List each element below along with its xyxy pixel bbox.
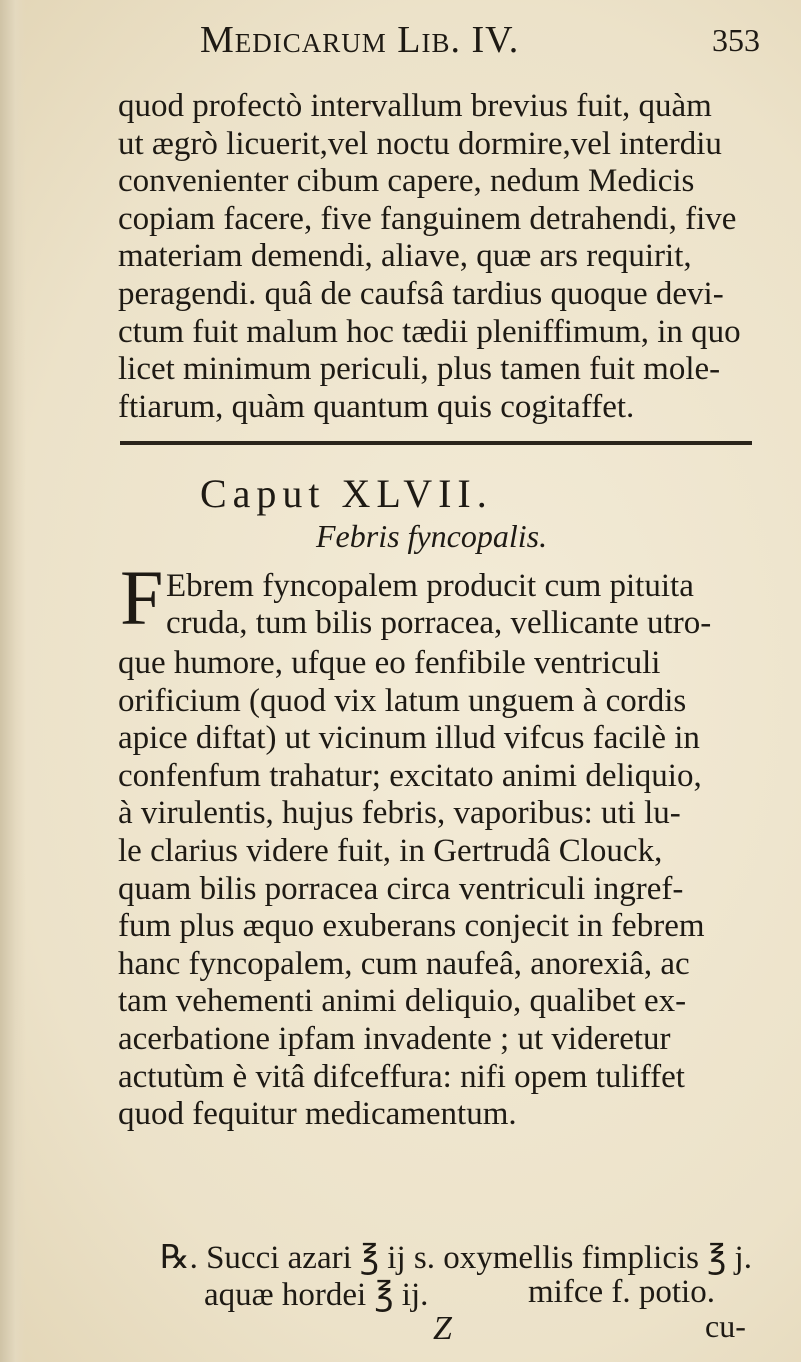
page-header — [200, 18, 760, 70]
second-line-text: cruda, tum bilis porracea, vellicante utro- — [166, 605, 712, 641]
text-line: quod fequitur medicamentum. — [118, 1096, 517, 1133]
text-line: ftiarum, quàm quantum quis cogitaffet. — [118, 388, 635, 425]
chapter-subtitle: Febris fyncopalis. — [316, 518, 548, 554]
text-line: orificium (quod vix latum unguem à cordis — [118, 682, 687, 719]
drop-cap: F — [120, 554, 164, 641]
text-line: ut ægrò licuerit,vel noctu dormire,vel interdiu — [118, 125, 722, 162]
text-line: materiam demendi, aliave, quæ ars requirit, — [118, 238, 692, 275]
page-number: 353 — [712, 22, 760, 58]
text-line: acerbatione ipfam invadente ; ut videretur — [118, 1020, 671, 1057]
top-paragraph — [118, 88, 758, 426]
text-line — [166, 568, 766, 606]
section-divider — [120, 441, 752, 445]
first-line-text: Ebrem fyncopalem producit cum pituita — [166, 568, 694, 604]
signature-mark: Z — [433, 1310, 452, 1347]
text-line — [166, 605, 766, 643]
page-gutter — [0, 0, 26, 1362]
text-line: ctum fuit malum hoc tædii pleniffimum, in quo — [118, 313, 741, 350]
text-line: confenfum trahatur; excitato animi deliquio, — [118, 757, 702, 794]
text-line: que humore, ufque eo fenfibile ventriculi — [118, 645, 661, 681]
text-line: convenienter cibum capere, nedum Medicis — [118, 163, 695, 200]
recipe-line: ℞. Succi azari ℥ ij s. oxymellis fimplicis ℥ j. — [160, 1240, 752, 1276]
text-line: actutùm è vitâ difceffura: nifi opem tuliffet — [118, 1058, 685, 1095]
body-paragraph — [118, 645, 758, 1134]
text-line: copiam facere, five fanguinem detrahendi, five — [118, 200, 737, 237]
text-line: apice diftat) ut vicinum illud vifcus facilè in — [118, 720, 700, 757]
text-line: tam vehementi animi deliquio, qualibet ex- — [118, 983, 687, 1020]
recipe-line: mifce f. potio. — [528, 1274, 715, 1310]
text-line: quam bilis porracea circa ventriculi ingref- — [118, 870, 684, 907]
text-line: à virulentis, hujus febris, vaporibus: uti lu- — [118, 795, 681, 832]
text-line: le clarius videre fuit, in Gertrudâ Clouck, — [118, 832, 663, 869]
running-title: Medicarum Lib. IV. — [200, 19, 520, 61]
text-line: quod profectò intervallum brevius fuit, quàm — [118, 88, 712, 124]
text-line: hanc fyncopalem, cum naufeâ, anorexiâ, ac — [118, 945, 690, 982]
text-line: peragendi. quâ de caufsâ tardius quoque devi- — [118, 275, 724, 312]
catchword: cu- — [705, 1308, 746, 1344]
text-line: fum plus æquo exuberans conjecit in febrem — [118, 908, 705, 945]
text-line: licet minimum periculi, plus tamen fuit mole- — [118, 351, 721, 388]
recipe-line: aquæ hordei ℥ ij. — [204, 1277, 429, 1313]
chapter-heading: Caput XLVII. — [200, 471, 493, 516]
